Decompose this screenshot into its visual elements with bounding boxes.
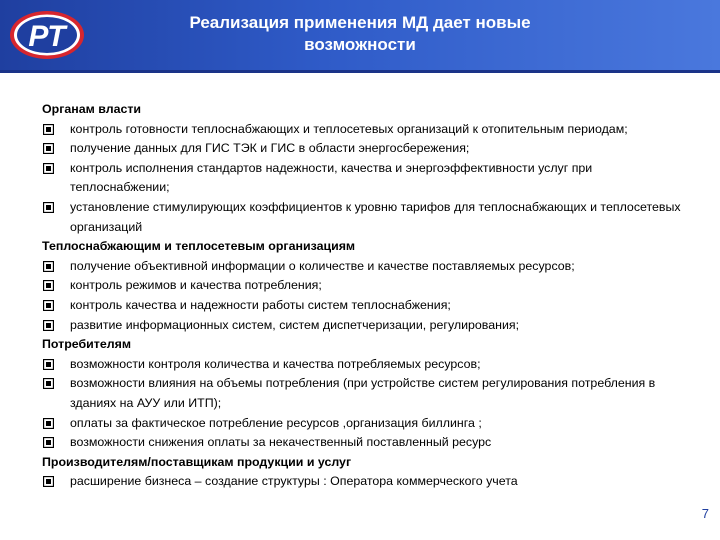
list-item-text: возможности снижения оплаты за некачественный поставленный ресурс: [70, 435, 492, 450]
section-title: Органам власти: [42, 102, 142, 116]
list-item-text: расширение бизнеса – создание структуры : Оператора коммерческого учета: [70, 474, 518, 489]
checkbox-bullet-icon: [43, 320, 54, 331]
section-title: Потребителям: [42, 337, 132, 352]
list-item: [42, 276, 682, 296]
list-item-text: установление стимулирующих коэффициентов к уровню тарифов для теплоснабжающих и теплосетевых организаций: [70, 199, 681, 234]
checkbox-bullet-icon: [43, 359, 54, 370]
list-item: [42, 296, 682, 316]
list-item: [42, 374, 682, 413]
checkbox-bullet-icon: [43, 300, 54, 311]
checkbox-bullet-icon: [43, 124, 54, 135]
list-item-text: развитие информационных систем, систем диспетчеризации, регулирования;: [70, 317, 520, 332]
slide-title-line-2: возможности: [304, 35, 416, 54]
list-item-text: получение данных для ГИС ТЭК и ГИС в области энергосбережения;: [70, 141, 470, 156]
checkbox-bullet-icon: [43, 476, 54, 487]
company-logo: [7, 8, 87, 62]
list-item: [42, 414, 682, 434]
list-item-text: возможности контроля количества и качества потребляемых ресурсов;: [70, 356, 481, 371]
slide-header: [0, 0, 720, 70]
logo-text: РТ: [28, 20, 66, 53]
list-item: [42, 120, 682, 140]
list-item: [42, 355, 682, 375]
section-title: Теплоснабжающим и теплосетевым организациям: [42, 239, 356, 254]
list-item: [42, 433, 682, 453]
list-item-text: контроль режимов и качества потребления;: [70, 278, 322, 293]
checkbox-bullet-icon: [43, 202, 54, 213]
section-title: Производителям/поставщикам продукции и услуг: [42, 454, 352, 469]
header-divider: [0, 70, 720, 73]
checkbox-bullet-icon: [43, 437, 54, 448]
checkbox-bullet-icon: [43, 163, 54, 174]
list-item-text: контроль готовности теплоснабжающих и теплосетевых организаций к отопительным периодам;: [70, 121, 628, 136]
list-item: [42, 472, 682, 492]
list-item-text: контроль исполнения стандартов надежности, качества и энергоэффективности услуг при теплоснабжении;: [70, 160, 593, 195]
list-item: [42, 159, 682, 198]
checkbox-bullet-icon: [43, 261, 54, 272]
slide-title: [110, 12, 610, 56]
list-item: [42, 139, 682, 159]
slide-title-line-1: Реализация применения МД дает новые: [189, 13, 531, 32]
list-item: [42, 198, 682, 237]
list-item-text: возможности влияния на объемы потребления (при устройстве систем регулирования потребления в зданиях на АУУ или ИТП);: [70, 376, 656, 410]
slide-body: [42, 100, 682, 492]
checkbox-bullet-icon: [43, 418, 54, 429]
checkbox-bullet-icon: [43, 280, 54, 291]
page-number: 7: [701, 506, 709, 521]
checkbox-bullet-icon: [43, 378, 54, 389]
list-item: [42, 316, 682, 336]
list-item-text: оплаты за фактическое потребление ресурсов ,организация биллинга ;: [70, 415, 482, 430]
list-item-text: получение объективной информации о количестве и качестве поставляемых ресурсов;: [70, 258, 575, 273]
list-item-text: контроль качества и надежности работы систем теплоснабжения;: [70, 297, 451, 312]
list-item: [42, 257, 682, 277]
checkbox-bullet-icon: [43, 143, 54, 154]
